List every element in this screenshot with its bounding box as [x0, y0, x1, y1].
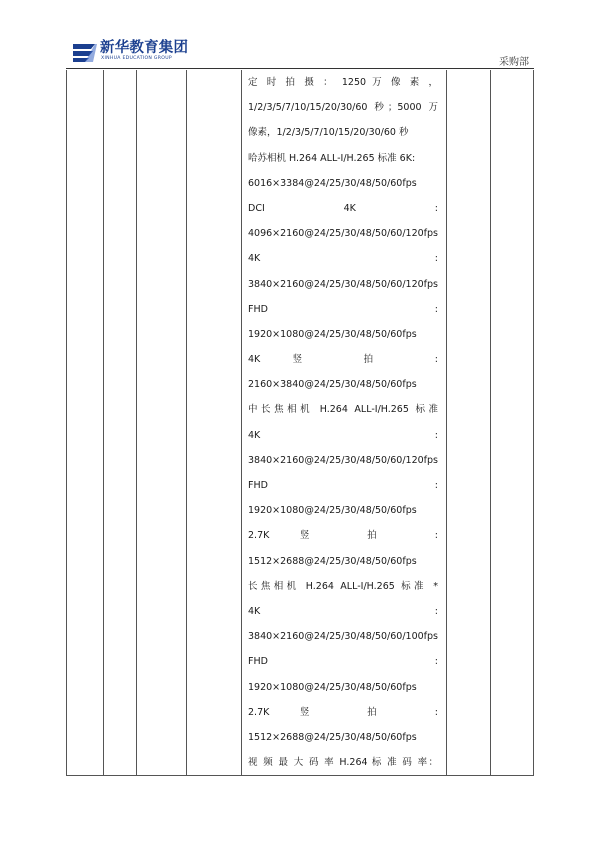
spec-line: 长焦相机 H.264 ALL-I/H.265 标准 *: [248, 580, 438, 592]
table-column-divider: [241, 70, 242, 776]
spec-line: 4096×2160@24/25/30/48/50/60/120fps: [248, 228, 438, 240]
table-column-divider: [136, 70, 137, 776]
spec-line: 1920×1080@24/25/30/48/50/60fps: [248, 505, 417, 517]
table-column-divider: [186, 70, 187, 776]
spec-line: 4K :: [248, 605, 438, 617]
spec-line: 2160×3840@24/25/30/48/50/60fps: [248, 379, 417, 391]
spec-line: 视 频 最 大 码 率 H.264 标 准 码 率：: [248, 757, 438, 769]
table-column-divider: [103, 70, 104, 776]
logo-chinese-name: 新华教育集团: [100, 40, 189, 56]
spec-line: FHD :: [248, 656, 438, 668]
spec-line: 3840×2160@24/25/30/48/50/60/120fps: [248, 278, 438, 290]
spec-cell: [248, 70, 438, 775]
spec-line: 6016×3384@24/25/30/48/50/60fps: [248, 177, 417, 189]
xinhua-logo-icon: [71, 41, 97, 63]
company-logo: [71, 40, 211, 66]
spec-line: DCI 4K :: [248, 202, 438, 214]
spec-line: 定 时 拍 摄 ： 1250 万 像 素 ，: [248, 77, 438, 88]
department-label: 采购部: [499, 57, 529, 68]
spec-line: 像素，1/2/3/5/7/10/15/20/30/60 秒: [248, 127, 409, 139]
header-divider: [66, 68, 534, 69]
spec-line: 3840×2160@24/25/30/48/50/60/100fps: [248, 631, 438, 643]
page-header: [0, 0, 600, 72]
table-column-divider: [490, 70, 491, 776]
spec-line: 2.7K 竖 拍 :: [248, 706, 438, 718]
spec-line: 哈苏相机 H.264 ALL-I/H.265 标准 6K:: [248, 152, 416, 164]
spec-line: 1/2/3/5/7/10/15/20/30/60 秒；5000 万: [248, 102, 438, 114]
spec-line: 1920×1080@24/25/30/48/50/60fps: [248, 681, 417, 693]
spec-line: 1512×2688@24/25/30/48/50/60fps: [248, 731, 417, 743]
spec-line: FHD :: [248, 480, 438, 491]
table-column-divider: [446, 70, 447, 776]
spec-line: 2.7K 竖 拍 :: [248, 530, 438, 542]
logo-english-name: XINHUA EDUCATION GROUP: [101, 56, 172, 61]
spec-line: 1512×2688@24/25/30/48/50/60fps: [248, 555, 417, 567]
spec-line: FHD :: [248, 303, 438, 315]
spec-line: 中长焦相机 H.264 ALL-I/H.265 标准: [248, 404, 438, 416]
spec-line: 4K :: [248, 429, 438, 441]
spec-line: 4K 竖 拍 :: [248, 354, 438, 366]
spec-line: 1920×1080@24/25/30/48/50/60fps: [248, 328, 417, 340]
spec-line: 3840×2160@24/25/30/48/50/60/120fps: [248, 454, 438, 466]
spec-line: 4K :: [248, 253, 438, 265]
